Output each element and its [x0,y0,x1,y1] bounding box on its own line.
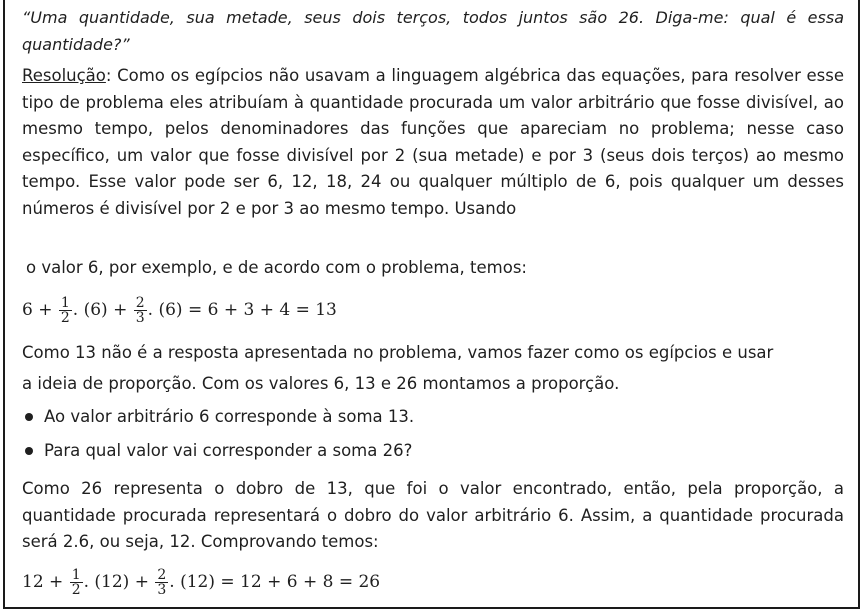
equation-1 [22,293,844,327]
text-box [3,0,860,609]
fraction-denominator: 3 [135,309,145,326]
bullet-item-2 [22,438,844,465]
equation-2-fraction-two-thirds [155,568,168,597]
fraction-denominator: 2 [60,309,70,326]
bullet-dot-icon [25,447,33,455]
equation-2 [22,565,844,599]
equation-2-tail: . (12) = 12 + 6 + 8 = 26 [169,572,381,592]
equation-2-middle: . (12) + [83,572,149,592]
equation-2-lead: 12 + [22,572,64,592]
fraction-denominator: 2 [71,581,81,598]
resolution-paragraph-2: o valor 6, por exemplo, e de acordo com o problema, temos: [26,258,527,277]
problem-question: “Uma quantidade, sua metade, seus dois terços, todos juntos são 26. Diga-me: qual é essa quantidade?” [22,8,844,54]
equation-1-middle: . (6) + [72,300,128,320]
resolution-label: Resolução [22,66,106,85]
resolution-paragraph-5: Como 26 representa o dobro de 13, que foi o valor encontrado, então, pela proporção, a quantidade procurada representará o dobro do valor arbitrário 6. Assim, a quantidade procurada será 2.6, ou seja, 12. Comprovando temos: [22,479,844,551]
bullet-text: Para qual valor vai corresponder a soma 26? [44,441,413,460]
resolution-text-1: : Como os egípcios não usavam a linguagem algébrica das equações, para resolver esse tipo de problema eles atribuíam à quantidade procurada um valor arbitrário que fosse divisível, ao mesmo tempo, pelos denominadores das funções que apareciam no problema; nesse caso específico, um valor que fosse divisível por 2 (sua metade) e por 3 (seus dois terços) ao mesmo tempo. Esse valor pode ser 6, 12, 18, 24 ou qualquer múltiplo de 6, pois qualquer um desses números é divisível por 2 e por 3 ao mesmo tempo. Usando [22,66,844,218]
bullet-dot-icon [25,413,33,421]
bullet-text: Ao valor arbitrário 6 corresponde à soma 13. [44,407,415,426]
equation-1-fraction-half [59,296,72,325]
resolution-paragraph-3: Como 13 não é a resposta apresentada no problema, vamos fazer como os egípcios e usar [22,343,774,362]
fraction-numerator: 2 [157,566,167,583]
fraction-numerator: 1 [60,294,70,311]
equation-1-tail: . (6) = 6 + 3 + 4 = 13 [147,300,337,320]
fraction-numerator: 2 [135,294,145,311]
resolution-paragraph-1 [22,63,844,222]
fraction-numerator: 1 [71,566,81,583]
equation-1-lead: 6 + [22,300,53,320]
equation-1-fraction-two-thirds [134,296,147,325]
fraction-denominator: 3 [157,581,167,598]
bullet-item-1 [22,404,844,431]
resolution-paragraph-4: a ideia de proporção. Com os valores 6, 13 e 26 montamos a proporção. [22,374,620,393]
equation-2-fraction-half [70,568,83,597]
